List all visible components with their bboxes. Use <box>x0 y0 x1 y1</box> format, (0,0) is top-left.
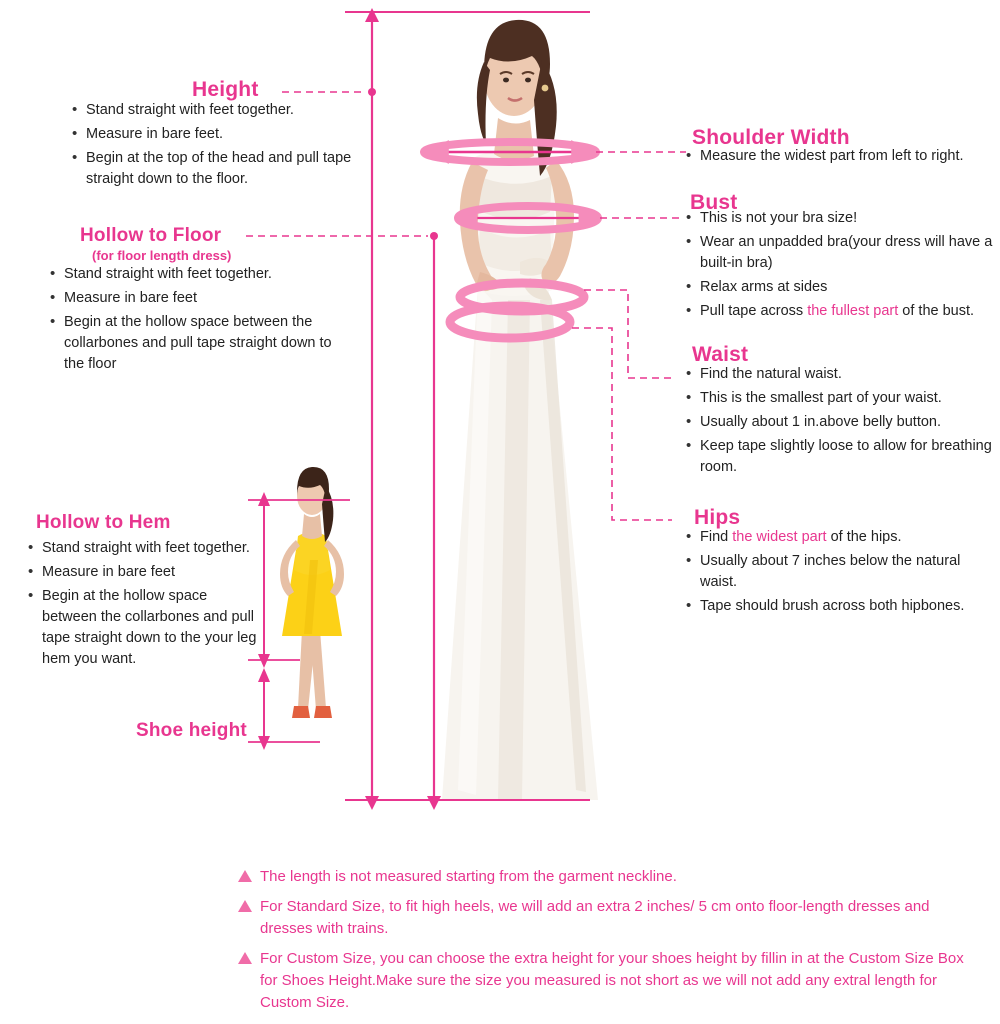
hollow-to-hem-text <box>26 538 266 673</box>
list-item: • Keep tape slightly loose to allow for breathing room. <box>700 436 994 478</box>
hollow-to-hem-heading: Hollow to Hem <box>36 512 171 533</box>
hollow-to-floor-subheading: (for floor length dress) <box>92 248 232 263</box>
height-text <box>70 100 370 193</box>
waist-text <box>684 364 994 481</box>
footer-notes <box>238 866 978 1022</box>
list-item: • Measure in bare feet. <box>86 124 370 145</box>
list-item: • Stand straight with feet together. <box>42 538 266 559</box>
list-item: • Usually about 1 in.above belly button. <box>700 412 994 433</box>
hips-widest-pre: Find <box>700 529 733 545</box>
list-item: • Begin at the hollow space between the collarbones and pull tape straight down to the floor <box>64 312 348 375</box>
warning-triangle-icon <box>238 952 252 964</box>
list-item: • Begin at the hollow space between the collarbones and pull tape straight down to the your leg hem you want. <box>42 586 266 670</box>
shoe-height-heading: Shoe height <box>136 720 247 741</box>
list-item: • Begin at the top of the head and pull tape straight down to the floor. <box>86 148 370 190</box>
shoulder-width-heading: Shoulder Width <box>692 126 850 149</box>
list-item: • Measure in bare feet <box>64 288 348 309</box>
note-text: For Standard Size, to fit high heels, we will add an extra 2 inches/ 5 cm onto floor-length dresses and dresses with trains. <box>260 898 930 937</box>
list-item <box>700 527 994 548</box>
hollow-to-floor-heading: Hollow to Floor <box>80 225 222 246</box>
hollow-to-floor-text <box>48 264 348 378</box>
shoulder-width-text <box>684 146 994 170</box>
warning-triangle-icon <box>238 900 252 912</box>
note-text: For Custom Size, you can choose the extra height for your shoes height by fillin in at the Custom Size Box for Shoes Height.Make sure the size you measured is not short as we will not add any extral length for Custom Size. <box>260 950 964 1011</box>
hips-text <box>684 527 994 620</box>
note-item <box>238 896 978 940</box>
bust-fullest-pre: Pull tape across <box>700 303 808 319</box>
height-heading: Height <box>192 78 259 101</box>
waist-heading: Waist <box>692 343 749 366</box>
list-item: • Relax arms at sides <box>700 277 1000 298</box>
bust-fullest-post: of the bust. <box>898 303 975 319</box>
list-item: • Wear an unpadded bra(your dress will have a built-in bra) <box>700 232 1000 274</box>
note-text: The length is not measured starting from the garment neckline. <box>260 868 677 885</box>
list-item: • This is not your bra size! <box>700 208 1000 229</box>
hips-heading: Hips <box>694 506 741 529</box>
list-item: • This is the smallest part of your waist. <box>700 388 994 409</box>
hips-widest-emphasis: the widest part <box>732 529 827 545</box>
warning-triangle-icon <box>238 870 252 882</box>
list-item: • Measure the widest part from left to right. <box>700 146 994 167</box>
list-item: • Stand straight with feet together. <box>86 100 370 121</box>
bust-fullest-emphasis: the fullest part <box>807 303 899 319</box>
list-item: • Usually about 7 inches below the natural waist. <box>700 551 994 593</box>
list-item <box>700 301 1000 322</box>
note-item <box>238 948 978 1014</box>
bust-heading: Bust <box>690 191 738 214</box>
list-item: • Measure in bare feet <box>42 562 266 583</box>
list-item: • Tape should brush across both hipbones. <box>700 596 994 617</box>
list-item: • Find the natural waist. <box>700 364 994 385</box>
note-item <box>238 866 978 888</box>
list-item: • Stand straight with feet together. <box>64 264 348 285</box>
bust-text <box>684 208 1000 325</box>
hips-widest-post: of the hips. <box>826 529 902 545</box>
